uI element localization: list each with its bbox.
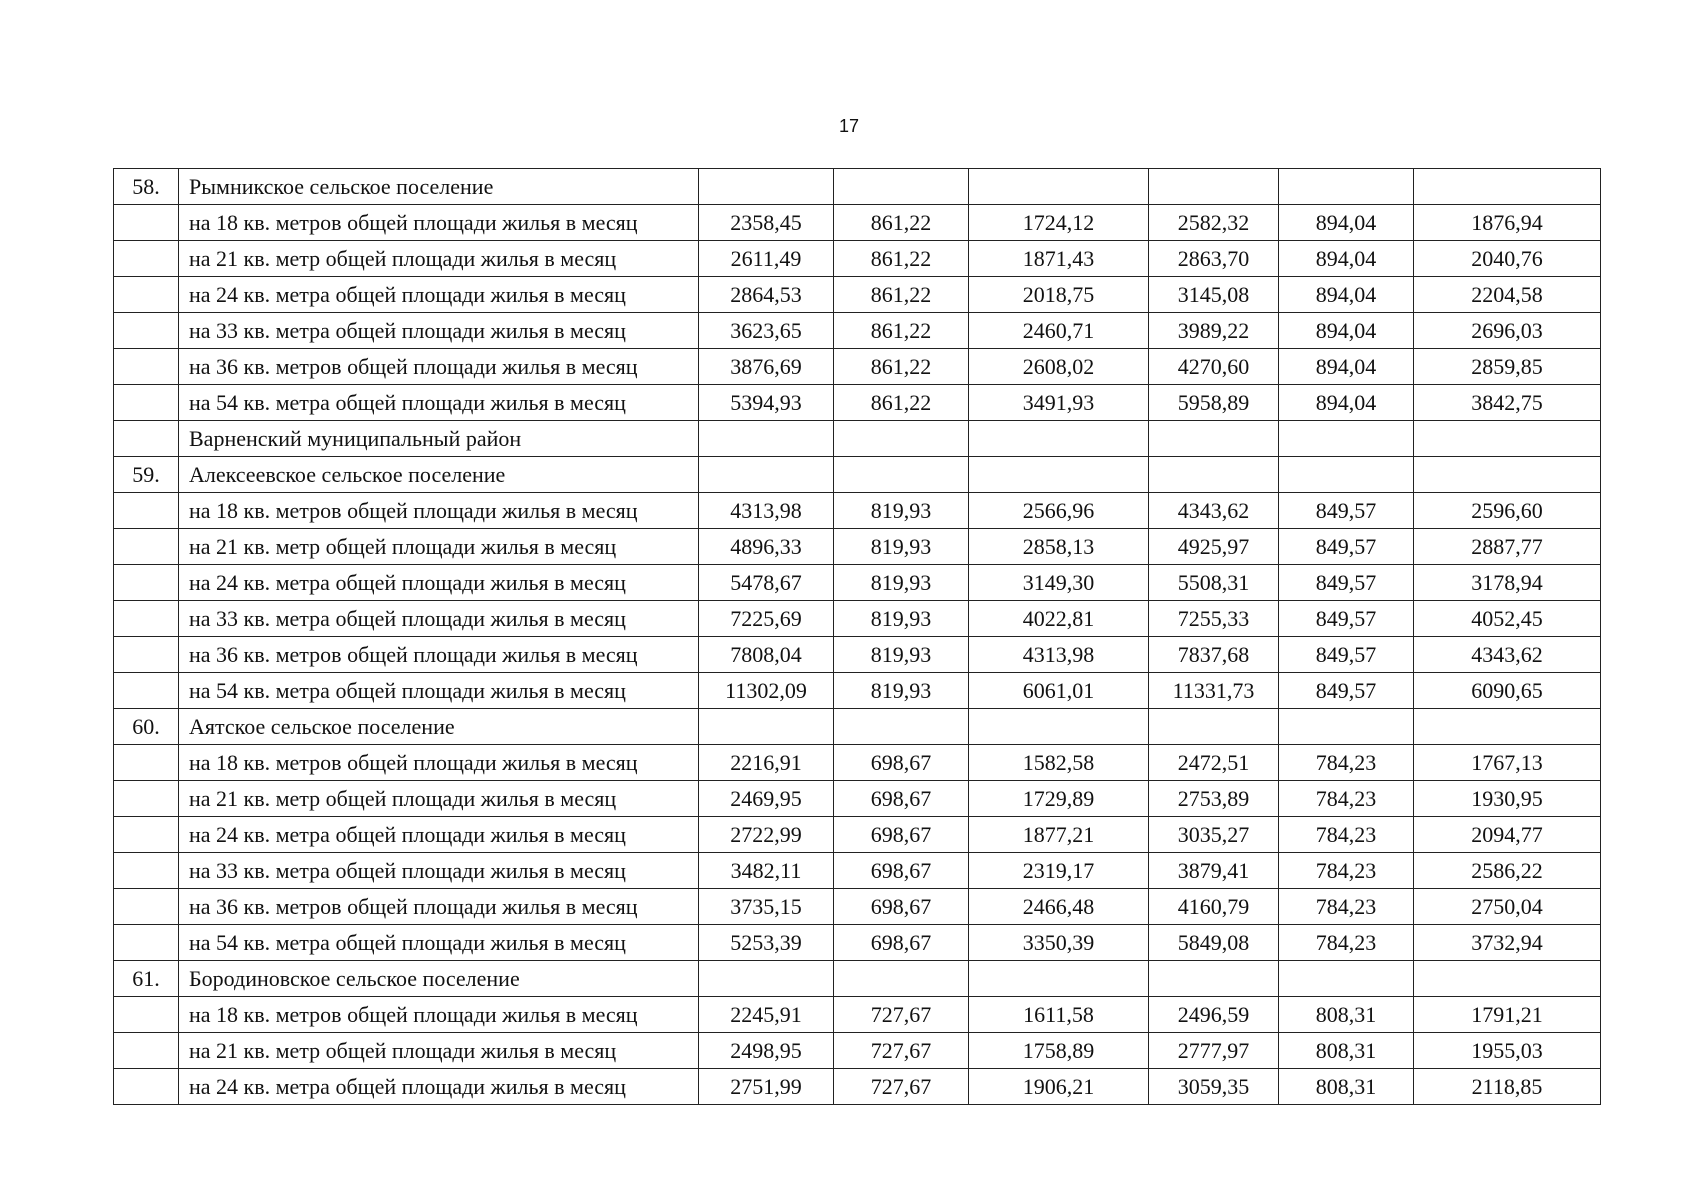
- row-label: на 21 кв. метр общей площади жилья в месяц: [179, 529, 699, 565]
- row-number: [114, 241, 179, 277]
- value-cell: 819,93: [834, 673, 969, 709]
- row-label: на 21 кв. метр общей площади жилья в месяц: [179, 241, 699, 277]
- row-label: на 18 кв. метров общей площади жилья в месяц: [179, 997, 699, 1033]
- row-label: на 54 кв. метра общей площади жилья в месяц: [179, 673, 699, 709]
- value-cell: 698,67: [834, 745, 969, 781]
- value-cell: [1149, 421, 1279, 457]
- value-cell: 784,23: [1279, 889, 1414, 925]
- row-number: [114, 493, 179, 529]
- value-cell: 1611,58: [969, 997, 1149, 1033]
- value-cell: 861,22: [834, 313, 969, 349]
- row-number: [114, 565, 179, 601]
- table-row: [114, 421, 1601, 457]
- table-row: [114, 313, 1601, 349]
- table-row: [114, 601, 1601, 637]
- value-cell: 1955,03: [1414, 1033, 1601, 1069]
- value-cell: 698,67: [834, 889, 969, 925]
- value-cell: 3350,39: [969, 925, 1149, 961]
- value-cell: 2887,77: [1414, 529, 1601, 565]
- value-cell: 2608,02: [969, 349, 1149, 385]
- value-cell: [1149, 457, 1279, 493]
- row-number: [114, 673, 179, 709]
- table-row: [114, 673, 1601, 709]
- value-cell: [1414, 961, 1601, 997]
- row-number: [114, 853, 179, 889]
- value-cell: [699, 421, 834, 457]
- value-cell: 808,31: [1279, 1069, 1414, 1105]
- value-cell: 4896,33: [699, 529, 834, 565]
- value-cell: 3035,27: [1149, 817, 1279, 853]
- value-cell: 4022,81: [969, 601, 1149, 637]
- value-cell: 3149,30: [969, 565, 1149, 601]
- value-cell: [1279, 169, 1414, 205]
- value-cell: 2094,77: [1414, 817, 1601, 853]
- table-row: [114, 925, 1601, 961]
- row-label: на 21 кв. метр общей площади жилья в месяц: [179, 1033, 699, 1069]
- value-cell: [969, 169, 1149, 205]
- table-row: [114, 637, 1601, 673]
- row-label: на 54 кв. метра общей площади жилья в месяц: [179, 385, 699, 421]
- value-cell: 2118,85: [1414, 1069, 1601, 1105]
- row-label: на 18 кв. метров общей площади жилья в месяц: [179, 493, 699, 529]
- row-number: [114, 637, 179, 673]
- row-number: [114, 1069, 179, 1105]
- row-number: 60.: [114, 709, 179, 745]
- value-cell: 727,67: [834, 997, 969, 1033]
- value-cell: 5253,39: [699, 925, 834, 961]
- value-cell: [834, 457, 969, 493]
- value-cell: 1930,95: [1414, 781, 1601, 817]
- row-label: на 24 кв. метра общей площади жилья в месяц: [179, 565, 699, 601]
- value-cell: 2611,49: [699, 241, 834, 277]
- value-cell: 894,04: [1279, 277, 1414, 313]
- row-label: на 33 кв. метра общей площади жилья в месяц: [179, 313, 699, 349]
- row-number: [114, 1033, 179, 1069]
- row-label: на 36 кв. метров общей площади жилья в месяц: [179, 349, 699, 385]
- value-cell: 2859,85: [1414, 349, 1601, 385]
- value-cell: 2018,75: [969, 277, 1149, 313]
- table-row: [114, 853, 1601, 889]
- table-row: [114, 817, 1601, 853]
- row-label: Варненский муниципальный район: [179, 421, 699, 457]
- value-cell: 3735,15: [699, 889, 834, 925]
- value-cell: 4160,79: [1149, 889, 1279, 925]
- value-cell: 2858,13: [969, 529, 1149, 565]
- value-cell: 3989,22: [1149, 313, 1279, 349]
- value-cell: 2358,45: [699, 205, 834, 241]
- value-cell: 2696,03: [1414, 313, 1601, 349]
- row-label: на 36 кв. метров общей площади жилья в месяц: [179, 889, 699, 925]
- value-cell: 698,67: [834, 781, 969, 817]
- value-cell: 698,67: [834, 925, 969, 961]
- value-cell: 784,23: [1279, 853, 1414, 889]
- row-number: [114, 781, 179, 817]
- value-cell: [1414, 457, 1601, 493]
- value-cell: 819,93: [834, 565, 969, 601]
- row-label: на 24 кв. метра общей площади жилья в месяц: [179, 277, 699, 313]
- value-cell: 11302,09: [699, 673, 834, 709]
- value-cell: 894,04: [1279, 205, 1414, 241]
- table-row: [114, 205, 1601, 241]
- value-cell: 861,22: [834, 277, 969, 313]
- value-cell: 894,04: [1279, 349, 1414, 385]
- row-number: [114, 817, 179, 853]
- value-cell: 3732,94: [1414, 925, 1601, 961]
- tariff-table: [113, 168, 1601, 1105]
- row-number: [114, 601, 179, 637]
- table-row: [114, 889, 1601, 925]
- row-label: на 33 кв. метра общей площади жилья в месяц: [179, 853, 699, 889]
- table-row: [114, 1069, 1601, 1105]
- value-cell: 2040,76: [1414, 241, 1601, 277]
- table-row: [114, 961, 1601, 997]
- table-row: [114, 277, 1601, 313]
- value-cell: 3178,94: [1414, 565, 1601, 601]
- value-cell: 6090,65: [1414, 673, 1601, 709]
- value-cell: 5394,93: [699, 385, 834, 421]
- value-cell: 894,04: [1279, 313, 1414, 349]
- value-cell: [699, 709, 834, 745]
- value-cell: [1414, 709, 1601, 745]
- value-cell: 2460,71: [969, 313, 1149, 349]
- value-cell: 3491,93: [969, 385, 1149, 421]
- table-row: [114, 385, 1601, 421]
- row-number: [114, 349, 179, 385]
- row-number: [114, 529, 179, 565]
- value-cell: 11331,73: [1149, 673, 1279, 709]
- value-cell: 2586,22: [1414, 853, 1601, 889]
- value-cell: 808,31: [1279, 997, 1414, 1033]
- row-number: [114, 889, 179, 925]
- row-number: [114, 385, 179, 421]
- value-cell: 849,57: [1279, 493, 1414, 529]
- value-cell: 3879,41: [1149, 853, 1279, 889]
- value-cell: 2469,95: [699, 781, 834, 817]
- value-cell: [1149, 709, 1279, 745]
- value-cell: 2566,96: [969, 493, 1149, 529]
- table-row: [114, 493, 1601, 529]
- value-cell: 4313,98: [699, 493, 834, 529]
- value-cell: 2864,53: [699, 277, 834, 313]
- value-cell: 849,57: [1279, 565, 1414, 601]
- value-cell: 1767,13: [1414, 745, 1601, 781]
- value-cell: [699, 169, 834, 205]
- table-row: [114, 169, 1601, 205]
- value-cell: 1906,21: [969, 1069, 1149, 1105]
- value-cell: 1729,89: [969, 781, 1149, 817]
- value-cell: 819,93: [834, 529, 969, 565]
- value-cell: 2582,32: [1149, 205, 1279, 241]
- value-cell: [969, 961, 1149, 997]
- value-cell: [834, 961, 969, 997]
- value-cell: 1871,43: [969, 241, 1149, 277]
- value-cell: 808,31: [1279, 1033, 1414, 1069]
- value-cell: 5958,89: [1149, 385, 1279, 421]
- row-number: [114, 313, 179, 349]
- value-cell: 4313,98: [969, 637, 1149, 673]
- value-cell: 819,93: [834, 637, 969, 673]
- value-cell: 4925,97: [1149, 529, 1279, 565]
- value-cell: 3059,35: [1149, 1069, 1279, 1105]
- row-number: [114, 745, 179, 781]
- value-cell: [1149, 961, 1279, 997]
- row-label: Алексеевское сельское поселение: [179, 457, 699, 493]
- value-cell: 3145,08: [1149, 277, 1279, 313]
- value-cell: 1876,94: [1414, 205, 1601, 241]
- value-cell: [1279, 961, 1414, 997]
- row-number: 58.: [114, 169, 179, 205]
- row-number: 59.: [114, 457, 179, 493]
- table-row: [114, 781, 1601, 817]
- row-label: на 54 кв. метра общей площади жилья в месяц: [179, 925, 699, 961]
- value-cell: 819,93: [834, 601, 969, 637]
- row-label: на 33 кв. метра общей площади жилья в месяц: [179, 601, 699, 637]
- table-row: [114, 709, 1601, 745]
- value-cell: [834, 169, 969, 205]
- value-cell: [1279, 709, 1414, 745]
- value-cell: 2596,60: [1414, 493, 1601, 529]
- value-cell: 849,57: [1279, 601, 1414, 637]
- value-cell: 7837,68: [1149, 637, 1279, 673]
- value-cell: 2498,95: [699, 1033, 834, 1069]
- value-cell: 4052,45: [1414, 601, 1601, 637]
- value-cell: [834, 709, 969, 745]
- row-number: 61.: [114, 961, 179, 997]
- row-label: Аятское сельское поселение: [179, 709, 699, 745]
- table-row: [114, 1033, 1601, 1069]
- row-number: [114, 997, 179, 1033]
- value-cell: 4343,62: [1149, 493, 1279, 529]
- value-cell: [969, 709, 1149, 745]
- value-cell: 3623,65: [699, 313, 834, 349]
- value-cell: 2466,48: [969, 889, 1149, 925]
- value-cell: 861,22: [834, 241, 969, 277]
- value-cell: 1582,58: [969, 745, 1149, 781]
- value-cell: 7225,69: [699, 601, 834, 637]
- value-cell: 861,22: [834, 385, 969, 421]
- value-cell: 2722,99: [699, 817, 834, 853]
- value-cell: 5849,08: [1149, 925, 1279, 961]
- row-label: на 36 кв. метров общей площади жилья в месяц: [179, 637, 699, 673]
- value-cell: 1724,12: [969, 205, 1149, 241]
- table-row: [114, 241, 1601, 277]
- value-cell: [1279, 421, 1414, 457]
- value-cell: 819,93: [834, 493, 969, 529]
- value-cell: [969, 457, 1149, 493]
- table-row: [114, 997, 1601, 1033]
- row-label: Рымникское сельское поселение: [179, 169, 699, 205]
- row-label: на 21 кв. метр общей площади жилья в месяц: [179, 781, 699, 817]
- row-label: на 18 кв. метров общей площади жилья в месяц: [179, 205, 699, 241]
- table-row: [114, 565, 1601, 601]
- value-cell: 784,23: [1279, 925, 1414, 961]
- value-cell: 784,23: [1279, 781, 1414, 817]
- value-cell: 727,67: [834, 1069, 969, 1105]
- value-cell: 3842,75: [1414, 385, 1601, 421]
- value-cell: 698,67: [834, 817, 969, 853]
- value-cell: 1791,21: [1414, 997, 1601, 1033]
- value-cell: 849,57: [1279, 673, 1414, 709]
- value-cell: 2751,99: [699, 1069, 834, 1105]
- value-cell: [699, 457, 834, 493]
- value-cell: 2472,51: [1149, 745, 1279, 781]
- value-cell: 784,23: [1279, 817, 1414, 853]
- value-cell: 2777,97: [1149, 1033, 1279, 1069]
- row-label: на 18 кв. метров общей площади жилья в месяц: [179, 745, 699, 781]
- value-cell: 3482,11: [699, 853, 834, 889]
- value-cell: 849,57: [1279, 637, 1414, 673]
- value-cell: 5508,31: [1149, 565, 1279, 601]
- value-cell: 4270,60: [1149, 349, 1279, 385]
- value-cell: 698,67: [834, 853, 969, 889]
- value-cell: 727,67: [834, 1033, 969, 1069]
- table-body: [114, 169, 1601, 1105]
- row-number: [114, 925, 179, 961]
- value-cell: 784,23: [1279, 745, 1414, 781]
- row-label: на 24 кв. метра общей площади жилья в месяц: [179, 817, 699, 853]
- value-cell: 2753,89: [1149, 781, 1279, 817]
- table-row: [114, 529, 1601, 565]
- value-cell: 6061,01: [969, 673, 1149, 709]
- value-cell: 894,04: [1279, 385, 1414, 421]
- value-cell: 3876,69: [699, 349, 834, 385]
- value-cell: 4343,62: [1414, 637, 1601, 673]
- table-row: [114, 457, 1601, 493]
- value-cell: 2216,91: [699, 745, 834, 781]
- value-cell: 894,04: [1279, 241, 1414, 277]
- page-number: 17: [838, 116, 860, 136]
- row-label: на 24 кв. метра общей площади жилья в месяц: [179, 1069, 699, 1105]
- value-cell: 2245,91: [699, 997, 834, 1033]
- value-cell: 861,22: [834, 205, 969, 241]
- table-row: [114, 349, 1601, 385]
- value-cell: 849,57: [1279, 529, 1414, 565]
- value-cell: 2204,58: [1414, 277, 1601, 313]
- value-cell: [1149, 169, 1279, 205]
- row-number: [114, 205, 179, 241]
- row-number: [114, 277, 179, 313]
- table-row: [114, 745, 1601, 781]
- row-number: [114, 421, 179, 457]
- value-cell: 861,22: [834, 349, 969, 385]
- value-cell: 2496,59: [1149, 997, 1279, 1033]
- row-label: Бородиновское сельское поселение: [179, 961, 699, 997]
- value-cell: [1279, 457, 1414, 493]
- value-cell: 1758,89: [969, 1033, 1149, 1069]
- value-cell: 2750,04: [1414, 889, 1601, 925]
- value-cell: 1877,21: [969, 817, 1149, 853]
- value-cell: 2863,70: [1149, 241, 1279, 277]
- value-cell: [699, 961, 834, 997]
- value-cell: [969, 421, 1149, 457]
- value-cell: 7255,33: [1149, 601, 1279, 637]
- value-cell: 2319,17: [969, 853, 1149, 889]
- value-cell: [1414, 169, 1601, 205]
- value-cell: [1414, 421, 1601, 457]
- value-cell: 5478,67: [699, 565, 834, 601]
- value-cell: [834, 421, 969, 457]
- value-cell: 7808,04: [699, 637, 834, 673]
